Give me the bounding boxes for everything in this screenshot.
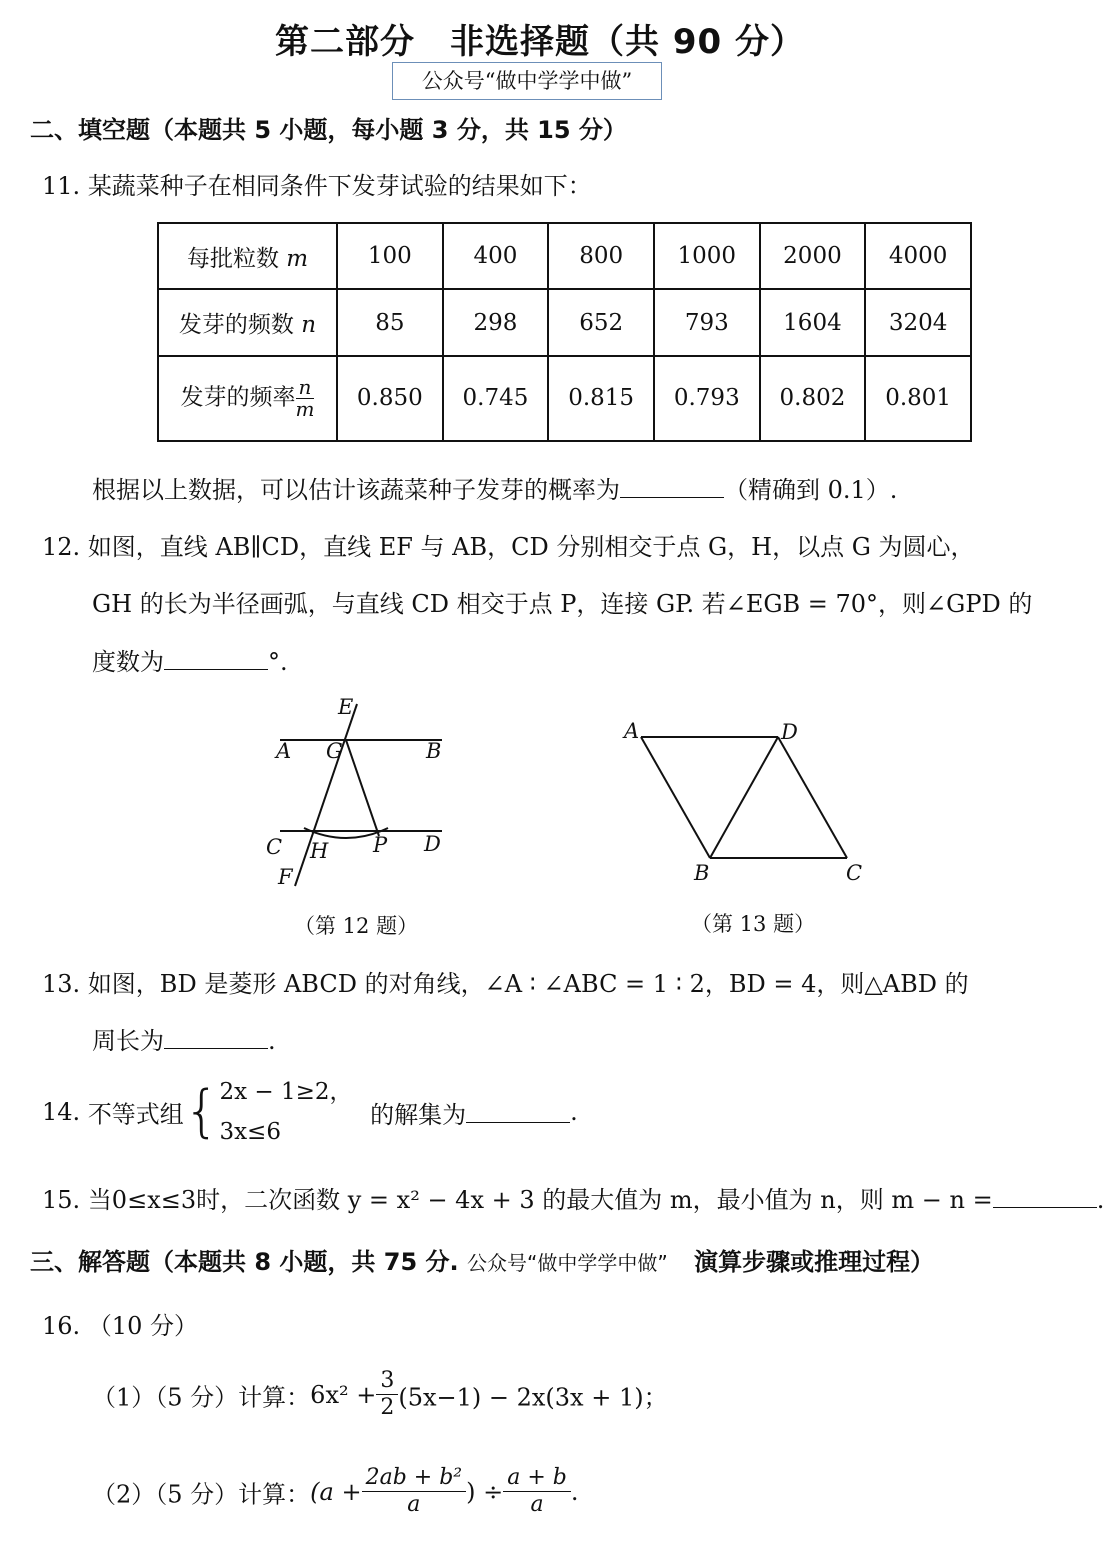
n-over-m-fraction (295, 374, 315, 421)
inequality-2: 3x≤6 (219, 1119, 281, 1145)
label-D: D (781, 720, 798, 744)
table-row (158, 223, 971, 289)
cell: 0.801 (865, 356, 971, 441)
cell: 800 (548, 223, 654, 289)
fraction-denominator: a (407, 1492, 421, 1518)
figure-13-caption: （第 13 题） (691, 912, 816, 936)
label-E: E (338, 695, 354, 719)
q13-line2 (92, 1021, 276, 1056)
q16-points: （10 分） (87, 1312, 198, 1340)
answer-blank[interactable] (620, 477, 724, 498)
q16-part1-label: （1）（5 分）计算： (92, 1383, 311, 1412)
q13-line1: 如图，BD 是菱形 ABCD 的对角线，∠A ∶ ∠ABC = 1 ∶ 2，BD = 4，则△ABD 的 (87, 970, 969, 998)
figure-12-caption: （第 12 题） (294, 914, 419, 938)
q15-period: . (1096, 1186, 1104, 1214)
fraction-2 (503, 1465, 571, 1519)
question-16 (42, 1306, 198, 1341)
label-H: H (310, 839, 329, 863)
watermark-stamp: 公众号“做中学学中做” (392, 62, 662, 100)
left-brace-symbol: { (183, 1079, 220, 1144)
label-C: C (846, 861, 863, 885)
cell: 85 (337, 289, 443, 355)
cell: 1000 (654, 223, 760, 289)
fraction-numerator: 2ab + b² (362, 1465, 467, 1492)
cell: 0.815 (548, 356, 654, 441)
q15-text: 当0≤x≤3时，二次函数 y = x² − 4x + 3 的最大值为 m，最小值为 n，则 m − n = (87, 1186, 993, 1214)
cell: 652 (548, 289, 654, 355)
q12-line2: GH 的长为半径画弧，与直线 CD 相交于点 P，连接 GP. 若∠EGB = 70°，则∠GPD 的 (92, 590, 1033, 618)
answer-blank[interactable] (993, 1187, 1097, 1208)
question-11 (42, 166, 592, 201)
cell: 793 (654, 289, 760, 355)
table-row (158, 289, 971, 355)
question-12 (42, 527, 975, 562)
q12-line3-text: 度数为 (92, 648, 164, 676)
section-3-heading (30, 1242, 934, 1277)
q16-part1 (92, 1368, 668, 1422)
cell: 0.793 (654, 356, 760, 441)
cell: 4000 (865, 223, 971, 289)
row2-label-text: 发芽的频数 (178, 312, 294, 339)
cell: 3204 (865, 289, 971, 355)
label-F: F (278, 865, 293, 889)
side-AB (641, 737, 710, 858)
row3-label (158, 356, 337, 441)
fraction-denominator: a (530, 1492, 544, 1518)
q16-part1-expr-a: 6x² + (310, 1380, 377, 1409)
q14-number: 14. (42, 1098, 81, 1126)
row1-label-text: 每批粒数 (186, 245, 279, 272)
section-3-note: （本题共 8 小题，共 75 分. (150, 1248, 459, 1276)
q11-answer-text: 根据以上数据，可以估计该蔬菜种子发芽的概率为 (92, 476, 620, 504)
row1-var: m (286, 245, 309, 272)
part-title: 第二部分 非选择题（共 90 分） (275, 22, 805, 62)
section-2-title: 二、填空题 (30, 116, 150, 144)
watermark-text: 公众号“做中学学中做” (467, 1251, 668, 1275)
q11-answer-line (92, 470, 897, 505)
fraction-numerator: n (296, 377, 315, 399)
q14-period: . (570, 1098, 578, 1126)
q12-degree-unit: °. (268, 648, 288, 676)
q16-part1-expr-b: (5x−1) − 2x(3x + 1)； (398, 1383, 668, 1412)
fraction-denominator: m (295, 396, 315, 421)
cell: 100 (337, 223, 443, 289)
q16-part2 (92, 1465, 579, 1519)
row1-label (158, 223, 337, 289)
question-14 (42, 1072, 578, 1152)
q16-part2-label: （2）（5 分）计算： (92, 1480, 311, 1509)
q11-text: 某蔬菜种子在相同条件下发芽试验的结果如下： (87, 172, 592, 200)
label-D: D (424, 832, 441, 856)
cell: 0.850 (337, 356, 443, 441)
q11-number: 11. (42, 172, 81, 200)
q16-number: 16. (42, 1312, 81, 1340)
cell: 298 (443, 289, 549, 355)
q12-line1: 如图，直线 AB∥CD，直线 EF 与 AB，CD 分别相交于点 G，H，以点 G 为圆心， (87, 533, 975, 561)
q12-line3 (92, 642, 288, 677)
row3-label-text: 发芽的频率 (180, 384, 296, 411)
label-B: B (426, 739, 442, 763)
fraction-1 (362, 1465, 467, 1519)
seed-table (157, 222, 972, 442)
question-13 (42, 964, 969, 999)
q16-part2-expr-a: (a + (310, 1477, 362, 1506)
label-A: A (624, 719, 640, 743)
q16-period: . (570, 1477, 579, 1506)
q13-period: . (268, 1027, 276, 1055)
row2-var: n (301, 312, 317, 339)
diagonal-BD (710, 737, 778, 858)
answer-blank[interactable] (466, 1102, 570, 1123)
label-B: B (694, 861, 710, 885)
q12-number: 12. (42, 533, 81, 561)
label-P: P (373, 833, 388, 857)
fraction-denominator: 2 (380, 1395, 395, 1421)
section-2-note: （本题共 5 小题，每小题 3 分，共 15 分） (150, 116, 627, 144)
table-row (158, 356, 971, 441)
side-DC (778, 737, 847, 858)
q15-number: 15. (42, 1186, 81, 1214)
cell: 400 (443, 223, 549, 289)
section-3-note-end: 演算步骤或推理过程） (694, 1248, 935, 1276)
three-halves-fraction (376, 1368, 398, 1422)
cell: 0.745 (443, 356, 549, 441)
section-2-heading (30, 110, 627, 145)
cell: 2000 (760, 223, 866, 289)
q16-part2-divide: ) ÷ (466, 1477, 504, 1506)
answer-blank[interactable] (164, 649, 268, 670)
cell: 0.802 (760, 356, 866, 441)
cell: 1604 (760, 289, 866, 355)
q14-text: 不等式组 (87, 1100, 184, 1129)
label-G: G (326, 739, 343, 763)
question-15 (42, 1180, 1104, 1215)
answer-blank[interactable] (164, 1028, 268, 1049)
fraction-numerator: 3 (376, 1368, 398, 1395)
inequality-system (219, 1072, 352, 1152)
q14-text-after: 的解集为 (370, 1100, 467, 1129)
row2-label (158, 289, 337, 355)
figure-12-diagram (260, 690, 460, 895)
inequality-1: 2x − 1≥2， (219, 1079, 353, 1105)
fraction-numerator: a + b (503, 1465, 571, 1492)
figure-13-diagram (618, 712, 878, 892)
label-A: A (276, 739, 292, 763)
q13-line2-text: 周长为 (92, 1027, 164, 1055)
q13-number: 13. (42, 970, 81, 998)
label-C: C (266, 835, 283, 859)
section-3-title: 三、解答题 (30, 1248, 150, 1276)
q11-answer-note: （精确到 0.1）. (724, 476, 898, 504)
segment-GP (346, 740, 379, 836)
